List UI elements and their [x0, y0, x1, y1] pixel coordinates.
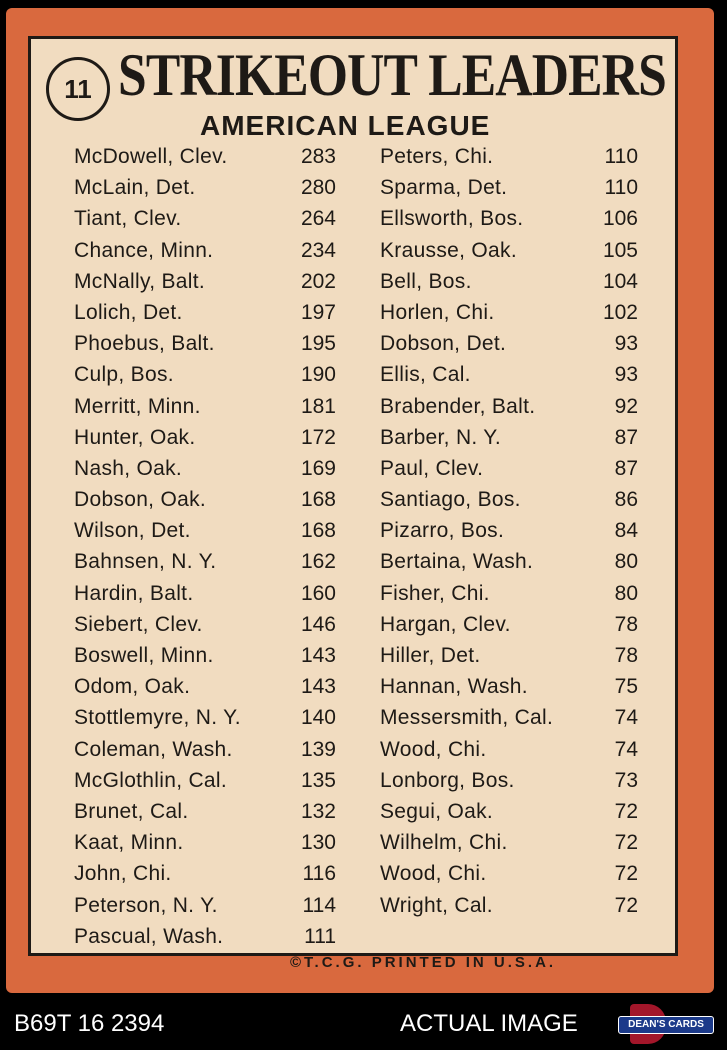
pitcher-name: Brabender, Balt. [380, 394, 536, 418]
leader-row [74, 578, 336, 609]
leader-row [74, 858, 336, 889]
strikeout-count: 140 [300, 706, 336, 730]
leader-row [380, 734, 638, 765]
pitcher-name: Hiller, Det. [380, 644, 481, 667]
pitcher-name: Lolich, Det. [74, 300, 183, 324]
leader-row [380, 890, 638, 921]
pitcher-name: Wood, Chi. [380, 737, 487, 761]
card-number-badge [46, 57, 110, 121]
leader-row [74, 515, 336, 546]
strikeout-count: 264 [300, 207, 336, 231]
strikeout-count: 280 [300, 176, 336, 200]
pitcher-name: Wright, Cal. [380, 893, 493, 917]
pitcher-name: Dobson, Det. [380, 332, 507, 356]
pitcher-name: Peters, Chi. [380, 145, 494, 168]
leader-row [380, 453, 638, 484]
strikeout-count: 110 [604, 145, 638, 168]
leader-row [380, 858, 638, 889]
pitcher-name: Horlen, Chi. [380, 300, 495, 324]
leader-row [380, 578, 638, 609]
strikeout-count: 72 [614, 893, 638, 917]
strikeout-count: 139 [300, 737, 336, 761]
leader-row [74, 203, 336, 234]
strikeout-count: 169 [300, 456, 336, 480]
pitcher-name: Brunet, Cal. [74, 799, 189, 823]
pitcher-name: Peterson, N. Y. [74, 893, 218, 917]
leader-row [74, 172, 336, 203]
leader-row [380, 609, 638, 640]
pitcher-name: Pascual, Wash. [74, 924, 224, 948]
strikeout-count: 143 [300, 644, 336, 667]
leader-row [380, 796, 638, 827]
strikeout-count: 93 [614, 363, 638, 387]
strikeout-count: 132 [300, 799, 336, 823]
actual-image-label: ACTUAL IMAGE [400, 1010, 578, 1037]
pitcher-name: Odom, Oak. [74, 675, 191, 699]
leader-row [74, 765, 336, 796]
leader-row [380, 827, 638, 858]
leader-row [380, 266, 638, 297]
pitcher-name: Coleman, Wash. [74, 737, 233, 761]
strikeout-count: 110 [604, 176, 638, 200]
strikeout-count: 168 [300, 519, 336, 543]
logo-text: DEAN'S CARDS [618, 1016, 714, 1034]
strikeout-count: 168 [300, 488, 336, 512]
leader-row [380, 484, 638, 515]
card-title: STRIKEOUT LEADERS [118, 42, 666, 108]
pitcher-name: Chance, Minn. [74, 238, 214, 262]
leader-row [380, 546, 638, 577]
pitcher-name: Hardin, Balt. [74, 581, 194, 605]
pitcher-name: Merritt, Minn. [74, 394, 201, 418]
strikeout-count: 92 [614, 394, 638, 418]
pitcher-name: Santiago, Bos. [380, 488, 521, 512]
pitcher-name: Hannan, Wash. [380, 675, 528, 699]
strikeout-count: 195 [300, 332, 336, 356]
strikeout-count: 72 [614, 831, 638, 855]
pitcher-name: Tiant, Clev. [74, 207, 182, 231]
leader-row [380, 702, 638, 733]
leader-row [74, 546, 336, 577]
leader-row [74, 453, 336, 484]
pitcher-name: Ellis, Cal. [380, 363, 471, 387]
leader-row [74, 827, 336, 858]
strikeout-count: 111 [304, 924, 336, 948]
strikeout-count: 181 [300, 394, 336, 418]
pitcher-name: Bell, Bos. [380, 269, 472, 293]
strikeout-count: 84 [614, 519, 638, 543]
pitcher-name: Paul, Clev. [380, 456, 484, 480]
deans-cards-logo [616, 1004, 716, 1044]
leader-row [74, 484, 336, 515]
leader-row [380, 391, 638, 422]
strikeout-count: 202 [300, 269, 336, 293]
strikeout-count: 143 [300, 675, 336, 699]
strikeout-count: 87 [614, 456, 638, 480]
pitcher-name: Bertaina, Wash. [380, 550, 534, 574]
leader-row [74, 609, 336, 640]
pitcher-name: Culp, Bos. [74, 363, 174, 387]
leader-row [74, 640, 336, 671]
leader-row [74, 671, 336, 702]
pitcher-name: Nash, Oak. [74, 456, 183, 480]
strikeout-count: 74 [614, 706, 638, 730]
pitcher-name: Ellsworth, Bos. [380, 207, 524, 231]
strikeout-count: 114 [302, 893, 336, 917]
leader-row [380, 359, 638, 390]
leader-row [380, 297, 638, 328]
leader-row [380, 235, 638, 266]
strikeout-count: 160 [300, 581, 336, 605]
strikeout-count: 105 [602, 238, 638, 262]
leader-row [74, 141, 336, 172]
strikeout-count: 190 [300, 363, 336, 387]
leaders-column-left [74, 141, 336, 952]
pitcher-name: Dobson, Oak. [74, 488, 206, 512]
leader-row [380, 640, 638, 671]
pitcher-name: Lonborg, Bos. [380, 768, 515, 792]
pitcher-name: Krausse, Oak. [380, 238, 517, 262]
pitcher-name: Sparma, Det. [380, 176, 508, 200]
strikeout-count: 75 [614, 675, 638, 699]
leader-row [380, 515, 638, 546]
leader-row [74, 890, 336, 921]
pitcher-name: Hargan, Clev. [380, 612, 511, 636]
pitcher-name: McNally, Balt. [74, 269, 205, 293]
pitcher-name: McLain, Det. [74, 176, 196, 200]
leader-row [380, 422, 638, 453]
strikeout-count: 72 [614, 862, 638, 886]
pitcher-name: Messersmith, Cal. [380, 706, 554, 730]
pitcher-name: Boswell, Minn. [74, 644, 214, 667]
copyright-footer: ©T.C.G. PRINTED IN U.S.A. [290, 954, 557, 971]
leader-row [74, 297, 336, 328]
pitcher-name: Wilson, Det. [74, 519, 191, 543]
pitcher-name: Fisher, Chi. [380, 581, 490, 605]
leader-row [380, 328, 638, 359]
pitcher-name: Kaat, Minn. [74, 831, 184, 855]
strikeout-count: 130 [300, 831, 336, 855]
strikeout-count: 87 [614, 425, 638, 449]
pitcher-name: McGlothlin, Cal. [74, 768, 228, 792]
strikeout-count: 72 [614, 799, 638, 823]
leader-row [74, 235, 336, 266]
card-subtitle: AMERICAN LEAGUE [200, 110, 491, 141]
leader-row [74, 702, 336, 733]
pitcher-name: Wood, Chi. [380, 862, 487, 886]
leader-row [380, 172, 638, 203]
leader-row [74, 796, 336, 827]
leader-row [380, 671, 638, 702]
strikeout-count: 73 [614, 768, 638, 792]
pitcher-name: Siebert, Clev. [74, 612, 203, 636]
card-number: 11 [64, 73, 92, 104]
pitcher-name: Phoebus, Balt. [74, 332, 215, 356]
pitcher-name: Wilhelm, Chi. [380, 831, 508, 855]
listing-sku: B69T 16 2394 [14, 1010, 165, 1037]
strikeout-count: 116 [302, 862, 336, 886]
leader-row [380, 203, 638, 234]
pitcher-name: Bahnsen, N. Y. [74, 550, 217, 574]
strikeout-count: 106 [602, 207, 638, 231]
strikeout-count: 80 [614, 550, 638, 574]
leaders-column-right [380, 141, 638, 921]
strikeout-count: 104 [602, 269, 638, 293]
pitcher-name: Barber, N. Y. [380, 425, 502, 449]
strikeout-count: 80 [614, 581, 638, 605]
pitcher-name: Segui, Oak. [380, 799, 494, 823]
leader-row [380, 141, 638, 172]
strikeout-count: 78 [614, 612, 638, 636]
pitcher-name: John, Chi. [74, 862, 172, 886]
strikeout-count: 86 [614, 488, 638, 512]
pitcher-name: McDowell, Clev. [74, 145, 228, 168]
strikeout-count: 162 [300, 550, 336, 574]
leader-row [74, 422, 336, 453]
strikeout-count: 102 [602, 300, 638, 324]
pitcher-name: Stottlemyre, N. Y. [74, 706, 241, 730]
strikeout-count: 197 [300, 300, 336, 324]
strikeout-count: 172 [300, 425, 336, 449]
leader-row [74, 921, 336, 952]
strikeout-count: 78 [614, 644, 638, 667]
leader-row [74, 391, 336, 422]
leader-row [74, 359, 336, 390]
strikeout-count: 234 [300, 238, 336, 262]
leader-row [380, 765, 638, 796]
leader-row [74, 328, 336, 359]
pitcher-name: Hunter, Oak. [74, 425, 196, 449]
strikeout-count: 93 [614, 332, 638, 356]
strikeout-count: 283 [300, 145, 336, 168]
strikeout-count: 74 [614, 737, 638, 761]
strikeout-count: 146 [300, 612, 336, 636]
leader-row [74, 734, 336, 765]
leader-row [74, 266, 336, 297]
strikeout-count: 135 [300, 768, 336, 792]
pitcher-name: Pizarro, Bos. [380, 519, 505, 543]
